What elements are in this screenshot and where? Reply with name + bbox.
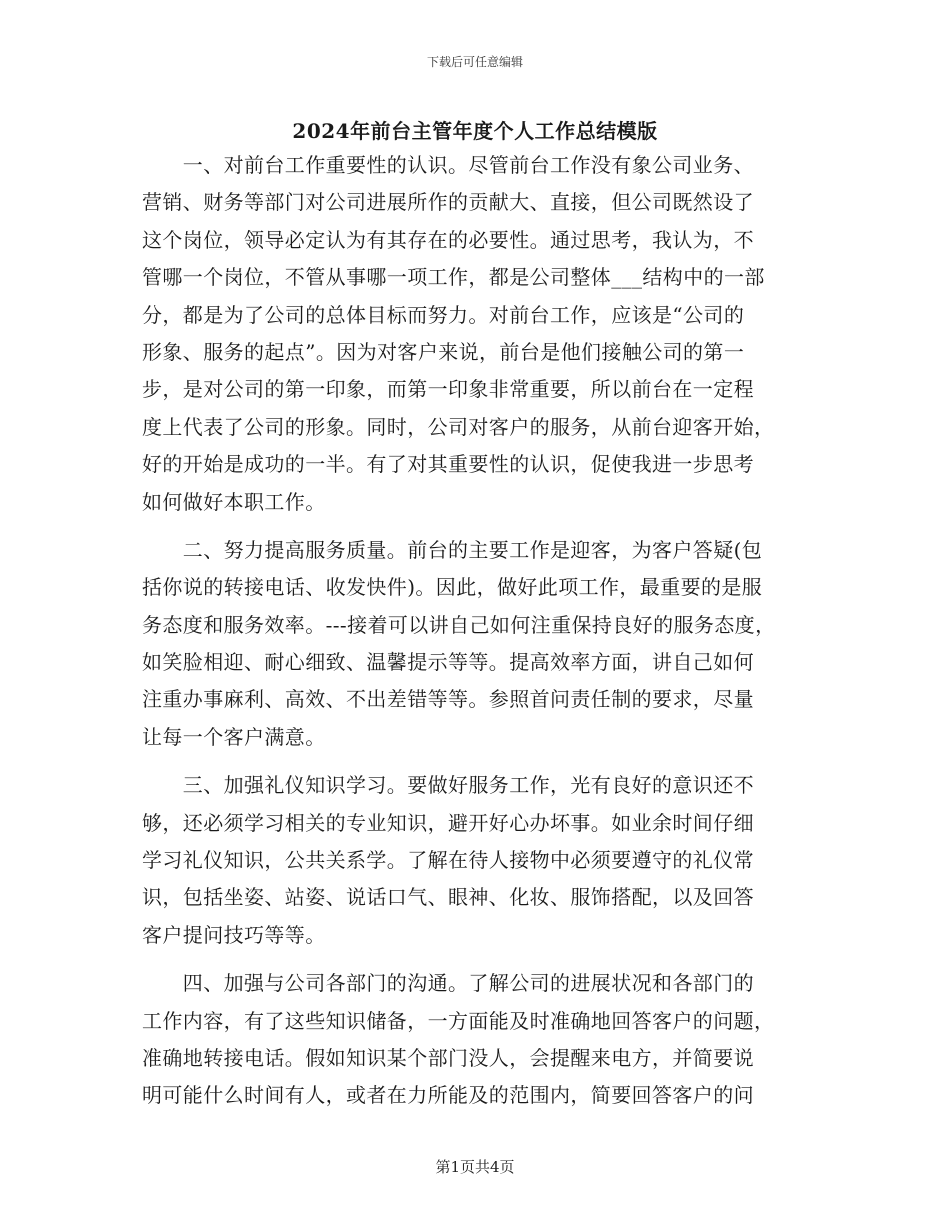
header-note: 下载后可任意编辑 [426, 55, 523, 69]
text-line: 四、加强与公司各部门的沟通。了解公司的进展状况和各部门的 [142, 971, 754, 996]
text-line: 一、对前台工作重要性的认识。尽管前台工作没有象公司业务、 [142, 153, 754, 177]
text-line: 识，包括坐姿、站姿、说话口气、眼神、化妆、服饰搭配，以及回答 [142, 885, 754, 910]
text-line: 度上代表了公司的形象。同时，公司对客户的服务，从前台迎客开始， [142, 414, 775, 439]
text-line: 明可能什么时间有人，或者在力所能及的范围内，简要回答客户的问 [142, 1083, 754, 1108]
text-line: 分，都是为了公司的总体目标而努力。对前台工作，应该是“公司的 [142, 302, 745, 327]
text-line: 工作内容，有了这些知识储备，一方面能及时准确地回答客户的问题， [142, 1008, 775, 1033]
text-line: 注重办事麻利、高效、不出差错等等。参照首问责任制的要求，尽量 [142, 687, 754, 712]
text-line: 步，是对公司的第一印象，而第一印象非常重要，所以前台在一定程 [142, 377, 754, 402]
paragraph [142, 532, 814, 756]
text-line: 管哪一个岗位，不管从事哪一项工作，都是公司整体___结构中的一部 [142, 265, 765, 290]
text-line: 务态度和服务效率。---接着可以讲自己如何注重保持良好的服务态度， [142, 612, 776, 637]
paragraph [142, 965, 814, 1115]
text-line: 这个岗位，领导必定认为有其存在的必要性。通过思考，我认为，不 [142, 227, 754, 252]
text-line: 营销、财务等部门对公司进展所作的贡献大、直接，但公司既然设了 [142, 190, 754, 215]
page-footer: 第1页共4页 [435, 1158, 515, 1176]
paragraph-gap [142, 521, 814, 532]
text-line: 三、加强礼仪知识学习。要做好服务工作，光有良好的意识还不 [142, 773, 754, 798]
text-line: 让每一个客户满意。 [142, 724, 326, 749]
text-line: 括你说的转接电话、收发快件)。因此，做好此项工作，最重要的是服 [142, 575, 763, 600]
text-line: 客户提问技巧等等。 [142, 922, 326, 947]
paragraph [142, 147, 814, 521]
paragraph-gap [142, 954, 814, 965]
text-line: 如笑脸相迎、耐心细致、温馨提示等等。提高效率方面，讲自己如何 [142, 650, 754, 675]
paragraph-gap [142, 756, 814, 767]
text-line: 二、努力提高服务质量。前台的主要工作是迎客，为客户答疑(包 [142, 537, 763, 562]
text-line: 学习礼仪知识，公共关系学。了解在待人接物中必须要遵守的礼仪常 [142, 848, 754, 873]
text-line: 形象、服务的起点”。因为对客户来说，前台是他们接触公司的第一 [142, 339, 745, 364]
text-line: 够，还必须学习相关的专业知识，避开好心办坏事。如业余时间仔细 [142, 810, 754, 835]
document-body [142, 147, 814, 1115]
document-title: 2024年前台主管年度个人工作总结模版 [292, 119, 658, 143]
text-line: 准确地转接电话。假如知识某个部门没人，会提醒来电方，并简要说 [142, 1045, 754, 1070]
text-line: 如何做好本职工作。 [142, 489, 326, 514]
paragraph [142, 767, 814, 954]
text-line: 好的开始是成功的一半。有了对其重要性的认识，促使我进一步思考 [142, 452, 754, 477]
